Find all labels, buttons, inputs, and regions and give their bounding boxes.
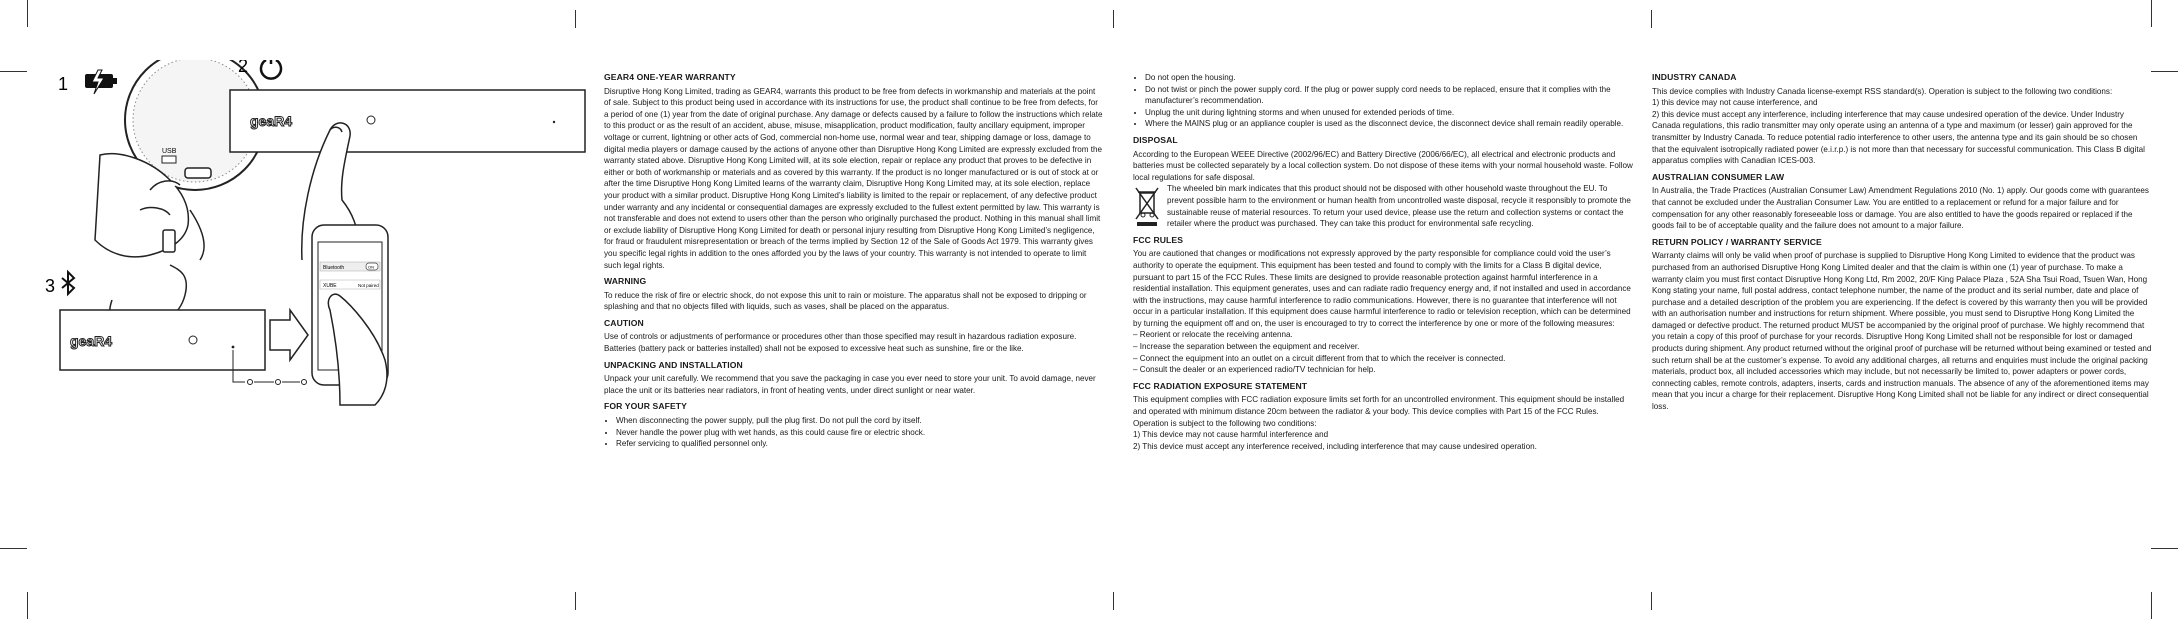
- unpacking-title: UNPACKING AND INSTALLATION: [604, 359, 743, 370]
- illustration-panel: [40, 60, 600, 570]
- fcc-radiation-condition: 2) This device must accept any interference received, including interference that may cause undesired operation.: [1133, 441, 1537, 451]
- crop-mark: [0, 548, 27, 549]
- disposal-title: DISPOSAL: [1133, 134, 1178, 145]
- crop-mark: [2151, 0, 2152, 27]
- fcc-radiation-body: This equipment complies with FCC radiation exposure limits set forth for an uncontrolled environment. This equipment should be installed and operated with minimum distance 20cm between the radiator & your body. This device complies with Part 15 of the FCC Rules. Operation is subject to the following two conditions:: [1133, 395, 1625, 428]
- fcc-radiation-condition: 1) This device may not cause harmful interference and: [1133, 430, 1329, 440]
- australian-body: In Australia, the Trade Practices (Australian Consumer Law) Amendment Regulations 2010 (No. 1) apply. Our goods come with guarantees that cannot be excluded under the Australian Consumer Law. You are entitled to a replacement or refund for a major failure and for compensation for any other reasonably foreseeable loss or damage. You are also entitled to have the goods repaired or replaced if the goods fail to be of acceptable quality and the failure does not amount to a major failure.: [1652, 186, 2149, 231]
- fcc-body: You are cautioned that changes or modifications not expressly approved by the party responsible for compliance could void the user’s authority to operate the equipment. This equipment has been tested and found to comply with the limits for a Class B digital device, pursuant to part 15 of the FCC Rules. These limits are designed to provide reasonable protection against harmful interference in a residential installation. This equipment generates, uses and can radiate radio frequency energy and, if not installed and used in accordance with the instructions, may cause harmful interference to radio communications. However, there is no guarantee that interference will not occur in a particular installation. If this equipment does cause harmful interference to radio or television reception, which can be determined by turning the equipment off and on, the user is encouraged to try to correct the interference by one or more of the following measures:: [1133, 249, 1631, 328]
- regulatory-column: [1133, 72, 1633, 452]
- brand-logo-step-3: geaR4: [70, 333, 113, 349]
- warning-title: WARNING: [604, 276, 647, 287]
- fold-mark: [1651, 592, 1652, 610]
- crop-mark: [2151, 71, 2178, 72]
- instruction-illustration: [40, 60, 600, 570]
- fcc-measure: – Reorient or relocate the receiving antenna.: [1133, 330, 1293, 340]
- safety-list: [604, 415, 1104, 450]
- crop-mark: [27, 592, 28, 619]
- industry-canada-title: INDUSTRY CANADA: [1652, 72, 1737, 82]
- phone-toggle-label: ON: [368, 264, 374, 270]
- fold-mark: [1113, 10, 1114, 28]
- bluetooth-icon: [62, 272, 74, 294]
- crop-mark: [2151, 592, 2152, 619]
- industry-canada-condition: 1) this device may not cause interference, and: [1652, 98, 1818, 108]
- crop-mark: [2151, 548, 2178, 549]
- fcc-radiation-title: FCC RADIATION EXPOSURE STATEMENT: [1133, 380, 1308, 391]
- list-item: • Never handle the power plug with wet hands, as this could cause fire or electric shock.: [616, 427, 1104, 439]
- phone-device-status: Not paired: [358, 283, 379, 288]
- step-3-number: 3: [45, 276, 56, 296]
- disposal-body: According to the European WEEE Directive (2002/96/EC) and Battery Directive (2006/66/EC), all electrical and electronic products and batteries must be collected separately by a local collection system. Do not dispose of these items with your normal household waste. Follow local regulations for safe disposal.: [1133, 149, 1633, 182]
- speaker-front-step-3: [60, 310, 265, 370]
- usb-port-icon: [162, 156, 176, 163]
- brand-logo: geaR4: [250, 113, 293, 129]
- list-item: • Refer servicing to qualified personnel only.: [616, 438, 1104, 450]
- crossed-bin-icon: [1133, 183, 1161, 227]
- australian-title: AUSTRALIAN CONSUMER LAW: [1652, 171, 1785, 182]
- weee-block: [1133, 183, 1633, 229]
- warranty-title: GEAR4 ONE-YEAR WARRANTY: [604, 72, 736, 82]
- weee-text: The wheeled bin mark indicates that this product should not be disposed with other household waste throughout the EU. To prevent possible harm to the environment or human health from uncontrolled waste disposal, recycle it responsibly to promote the sustainable reuse of material resources. To return your used device, please use the return and collection systems or contact the retailer where the product was purchased. They can take this product for environmental safe recycling.: [1167, 184, 1631, 229]
- usb-label: USB: [162, 148, 177, 155]
- unpacking-body: Unpack your unit carefully. We recommend that you save the packaging in case you ever need to store your unit. To avoid damage, never place the unit or its batteries near radiators, in front of heating vents, under direct sunlight or near water.: [604, 374, 1096, 395]
- caution-body: Use of controls or adjustments of performance or procedures other than those specified may result in hazardous radiation exposure. Batteries (battery pack or batteries installed) shall not be exposed to excessive heat such as sunshine, fire or the like.: [604, 332, 1077, 354]
- fold-mark: [1113, 592, 1114, 610]
- industry-canada-condition: 2) this device must accept any interference, including interference that may cause undesired operation of the device. Under Industry Canada regulations, this radio transmitter may only operate using an antenna of a type and maximum (or lesser) gain approved for the transmitter by Industry Canada. To reduce potential radio interference to other users, the antenna type and its gain should be so chosen that the equivalent isotropically radiated power (e.i.r.p.) is not more than that necessary for successful communication. This Class B digital apparatus complies with Canadian ICES-003.: [1652, 109, 2145, 166]
- speaker-front-step-2: [230, 90, 585, 152]
- list-item: • Do not twist or pinch the power supply cord. If the plug or power supply cord needs to be replaced, ensure that it complies with the manufacturer’s recommendation.: [1145, 84, 1633, 107]
- warranty-column: [604, 72, 1104, 450]
- step-2-number: 2: [238, 60, 249, 76]
- fold-mark: [575, 592, 576, 610]
- fcc-measure: – Connect the equipment into an outlet on a circuit different from that to which the receiver is connected.: [1133, 353, 1506, 363]
- industry-canada-body: This device complies with Industry Canada license-exempt RSS standard(s). Operation is subject to the following two conditions:: [1652, 86, 2113, 96]
- consumer-column: [1652, 72, 2152, 413]
- fold-mark: [575, 10, 576, 28]
- warranty-body: Disruptive Hong Kong Limited, trading as GEAR4, warrants this product to be free from defects in workmanship and materials at the point of sale. Subject to this product being used in accordance with its instructions for use, the product shall continue to be free from defects, for a period of one (1) year from the date of original purchase. Any damage or defects caused by a failure to follow the instructions which relate to this product or as the result of an accident, abuse, misuse, misapplication, product modification, faulty ancillary equipment, improper voltage or current, lightning or other acts of God, commercial non-home use, normal wear and tear, shipping damage or loss, damage to digital media players or damage caused by the actions of anyone other than Disruptive Hong Kong Limited are expressly excluded from the warranty stated above. Disruptive Hong Kong Limited will, at its sole election, repair or replace any product that proves to be defective in either or both of workmanship or materials and as covered by this warranty. If the product is no longer manufactured or is out of stock at or after the time Disruptive Hong Kong Limited learns of the warranty claim, Disruptive Hong Kong Limited may, at its sole election, replace your product with a similar product. Disruptive Hong Kong Limited’s liability is limited to the repair or replacement, of any defective product under warranty and any incidental or consequential damages are expressly excluded to the fullest extent permitted by law. This warranty is not transferable and does not extend to users other than the person who originally purchased the product. Nothing in this manual shall limit or exclude liability of Disruptive Hong Kong Limited for death or personal injury resulting from Disruptive Hong Kong Limited’s negligence, for fraud or fraudulent misrepresentation or breach of the terms implied by Section 12 of the Sale of Goods Act 1979. This warranty gives you specific legal rights in addition to the ones afforded you by the laws of your country. This warranty is not intended to operate to limit such legal rights.: [604, 86, 1103, 270]
- returns-title: RETURN POLICY / WARRANTY SERVICE: [1652, 236, 1822, 247]
- crop-mark: [0, 71, 27, 72]
- fcc-title: FCC RULES: [1133, 234, 1184, 245]
- crop-mark: [27, 0, 28, 27]
- list-item: • Where the MAINS plug or an appliance coupler is used as the disconnect device, the disconnect device shall remain readily operable.: [1145, 118, 1633, 130]
- list-item: • Do not open the housing.: [1145, 72, 1633, 84]
- power-icon: [261, 60, 281, 79]
- list-item: • Unplug the unit during lightning storms and when unused for extended periods of time.: [1145, 107, 1633, 119]
- warning-body: To reduce the risk of fire or electric shock, do not expose this unit to rain or moisture. The apparatus shall not be exposed to dripping or splashing and that no objects filled with liquids, such as vases, shall be placed on the apparatus.: [604, 290, 1087, 312]
- fold-mark: [1651, 10, 1652, 28]
- caution-title: CAUTION: [604, 317, 644, 328]
- arrow-right-icon: [270, 310, 308, 360]
- fcc-measure: – Increase the separation between the equipment and receiver.: [1133, 342, 1360, 352]
- phone-device-name: XUBE: [323, 283, 337, 289]
- safety-list-continued: [1133, 72, 1633, 130]
- returns-body: Warranty claims will only be valid when proof of purchase is supplied to Disruptive Hong Kong Limited to evidence that the product was purchased from an authorised Disruptive Hong Kong Limited dealer and that the claim is within one (1) year of purchase. To make a warranty claim you must first contact Disruptive Hong Kong Ltd, Rm 2002, 20/F King Palace Plaza , 52A Sha Tsui Road, Tsuen Wan, Hong Kong stating your name, full postal address, contact telephone number, the name of the product and its serial number, date and place of purchase and a detailed description of the problem you are experiencing. If the defect is covered by this warranty then you will be provided with an authorisation number and instructions for return shipment. Where possible, you must send to Disruptive Hong Kong Limited the damaged or defective product. The returned product MUST be accompanied by the original proof of purchase. We highly recommend that you retain a copy of this proof of purchase for your records. Disruptive Hong Kong Limited shall not be responsible for lost or damaged products during shipment. Any product returned without the original proof of purchase will be returned without being examined or tested and such return shall be at the customer’s expense. To avoid any additional charges, all returns and enquiries must include the original packing materials, product box, all included accessories which may include, but not necessarily be limited to, power adapters or power cords, connecting cables, remote controls, adapters, inserts, cards and instruction manuals. The absence of any of the aforementioned items may mean that you incur a charge for their replacement. Disruptive Hong Kong Limited shall not be liable for any indirect or direct consequential loss.: [1652, 251, 2152, 412]
- list-item: • When disconnecting the power supply, pull the plug first. Do not pull the cord by itself.: [616, 415, 1104, 427]
- step-1-number: 1: [58, 74, 69, 94]
- phone-bluetooth-label: Bluetooth: [323, 265, 345, 271]
- safety-title: FOR YOUR SAFETY: [604, 401, 687, 412]
- charge-icon: [85, 70, 117, 94]
- fcc-measure: – Consult the dealer or an experienced radio/TV technician for help.: [1133, 365, 1376, 375]
